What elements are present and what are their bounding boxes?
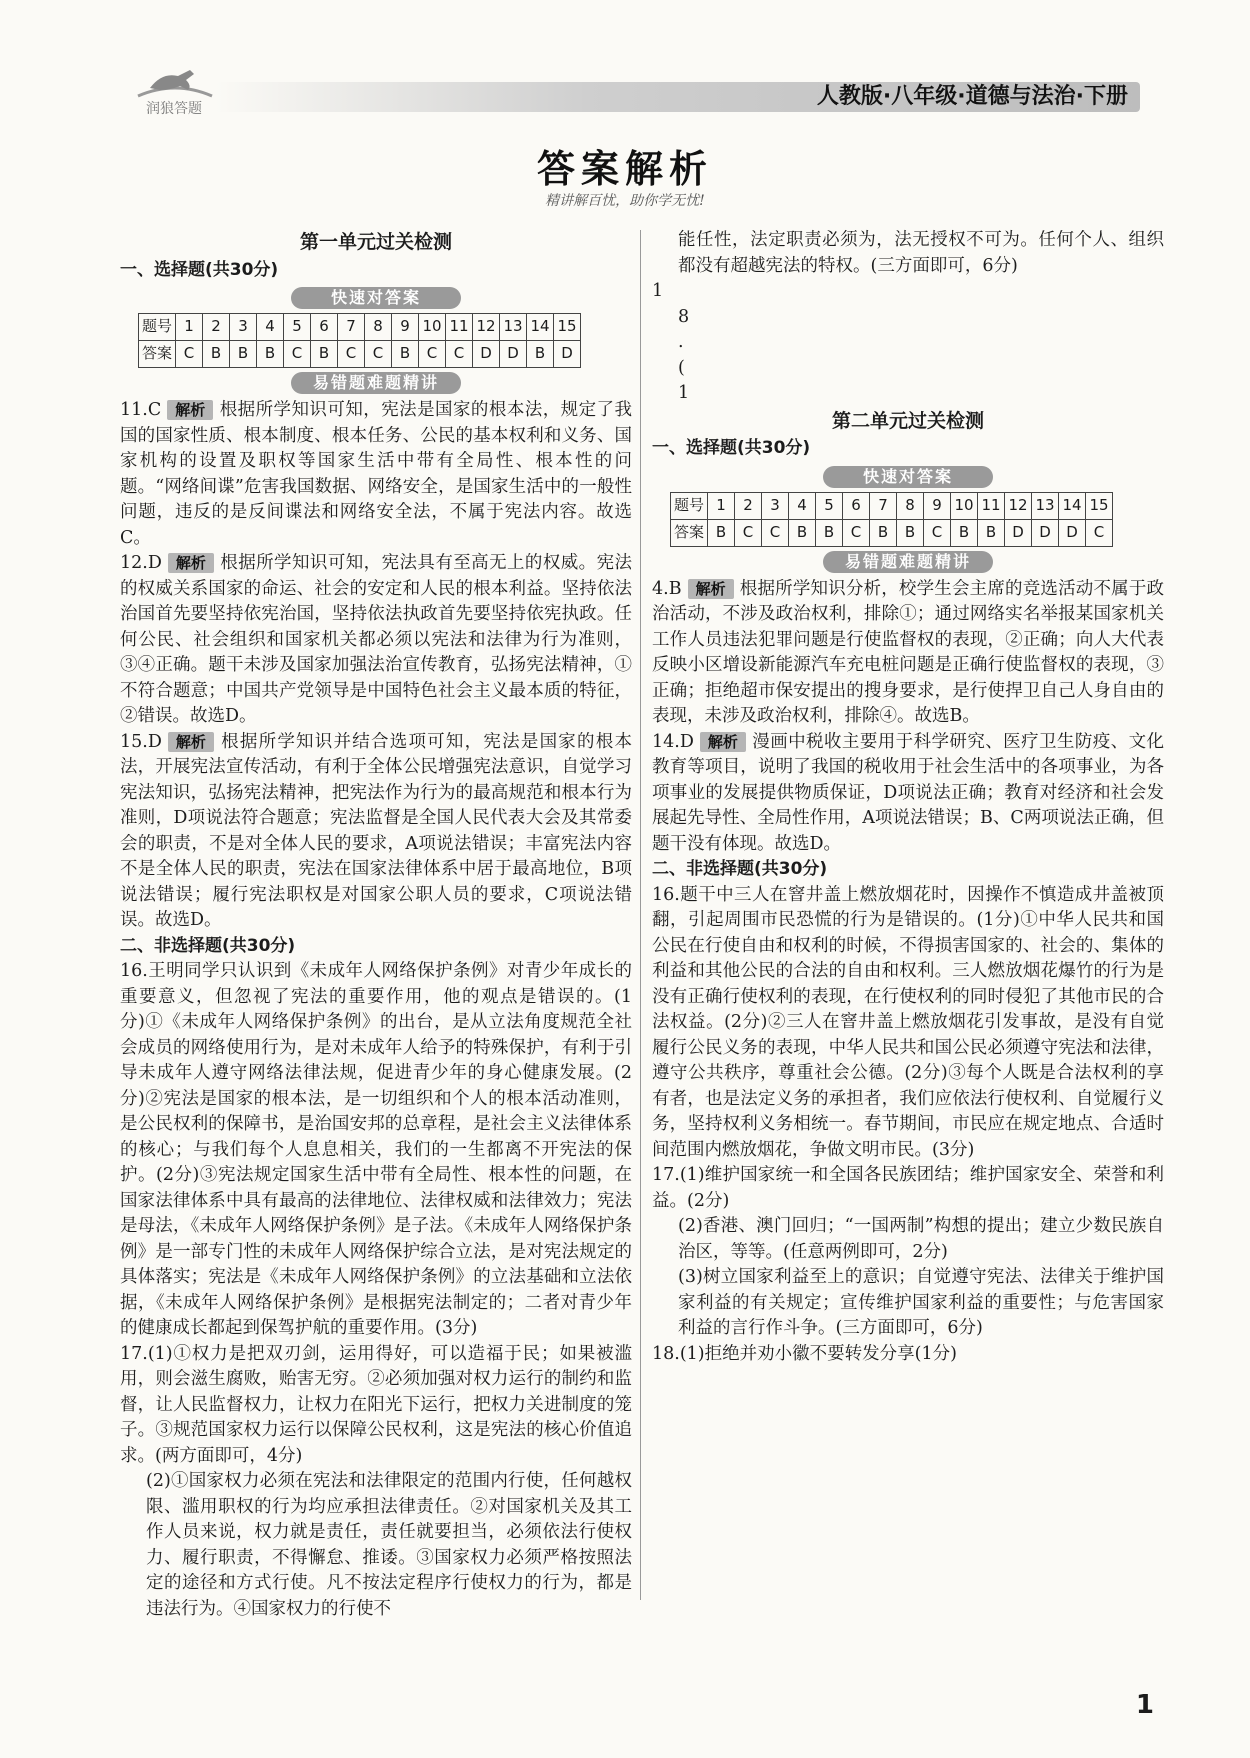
table-cell: 8: [365, 314, 392, 341]
table-cell: 13: [1032, 492, 1059, 519]
table-cell: 4: [257, 314, 284, 341]
answer-item: 1: [678, 383, 690, 403]
table-cell: 7: [338, 314, 365, 341]
right-column: [652, 228, 1164, 1367]
table-cell: C: [176, 341, 203, 368]
table-cell: C: [338, 341, 365, 368]
answer-item: (3)树立国家利益至上的意识；自觉遵守宪法、法律关于维护国家利益的有关规定；宣传维护国家利益的重要性；与危害国家利益的言行作斗争。(三方面即可，6分): [678, 1267, 1164, 1338]
table-cell: C: [365, 341, 392, 368]
table-cell: 5: [284, 314, 311, 341]
table-cell: C: [419, 341, 446, 368]
table-cell: 6: [311, 314, 338, 341]
table-cell: D: [1059, 519, 1086, 546]
answer-table: [670, 492, 1113, 547]
page-number: 1: [1135, 1690, 1154, 1720]
table-cell: C: [924, 519, 951, 546]
answer-item: 16.题干中三人在窨井盖上燃放烟花时，因操作不慎造成井盖被顶翻，引起周围市民恐慌的行为是错误的。(1分)①中华人民共和国公民在行使自由和权利的时候，不得损害国家的、社会的、集体的利益和其他公民的合法的自由和权利。三人燃放烟花爆竹的行为是没有正确行使权利的表现，在行使权利的同时侵犯了其他市民的合法权益。(2分)②三人在窨井盖上燃放烟花引发事故，是没有自觉履行公民义务的表现，中华人民共和国公民必须遵守宪法和法律，遵守公共秩序，尊重社会公德。(2分)③每个人既是合法权利的享有者，也是法定义务的承担者，我们应依法行使权利、自觉履行义务，坚持权利义务相统一。春节期间，市民应在规定地点、合适时间范围内燃放烟花，争做文明市民。(3分): [652, 884, 1164, 1160]
row-label: 答案: [671, 519, 708, 546]
analysis-tag: 解析: [700, 732, 746, 752]
table-cell: D: [500, 341, 527, 368]
table-cell: B: [257, 341, 284, 368]
quick-answer-banner: 快速对答案: [823, 466, 993, 488]
answer-item: (2)①国家权力必须在宪法和法律限定的范围内行使，任何越权限、滥用职权的行为均应承担法律责任。②对国家机关及其工作人员来说，权力就是责任，责任就要担当，必须依法行使权力、履行职责，不得懈怠、推诿。③国家权力必须严格按照法定的途径和方式行使。凡不按法定程序行使权力的行为，都是违法行为。④国家权力的行使不: [146, 1471, 632, 1619]
table-cell: 11: [978, 492, 1005, 519]
table-cell: 8: [897, 492, 924, 519]
table-cell: 15: [554, 314, 581, 341]
row-label: 题号: [671, 492, 708, 519]
table-cell: B: [816, 519, 843, 546]
table-cell: C: [762, 519, 789, 546]
section-heading: 二、非选择题(共30分): [120, 935, 296, 956]
table-cell: 2: [203, 314, 230, 341]
table-cell: D: [1032, 519, 1059, 546]
table-cell: B: [203, 341, 230, 368]
table-cell: 3: [762, 492, 789, 519]
analysis-tag: 解析: [688, 579, 734, 599]
table-cell: 4: [789, 492, 816, 519]
table-cell: 1: [176, 314, 203, 341]
book-title: 人教版·八年级·道德与法治·下册: [816, 84, 1128, 109]
answer-item: .: [678, 332, 684, 352]
table-cell: 12: [473, 314, 500, 341]
table-cell: 9: [924, 492, 951, 519]
table-cell: 14: [1059, 492, 1086, 519]
table-cell: C: [284, 341, 311, 368]
quick-answer-banner: 快速对答案: [291, 287, 461, 309]
table-cell: 12: [1005, 492, 1032, 519]
difficult-questions-banner: 易错题难题精讲: [291, 372, 461, 394]
table-cell: D: [1005, 519, 1032, 546]
table-cell: B: [978, 519, 1005, 546]
table-cell: C: [1086, 519, 1113, 546]
table-cell: 10: [419, 314, 446, 341]
answer-item: 8: [678, 306, 690, 327]
table-cell: C: [446, 341, 473, 368]
table-cell: 2: [735, 492, 762, 519]
logo-text: 润狼答题: [146, 101, 202, 117]
table-cell: 13: [500, 314, 527, 341]
left-column: [120, 228, 632, 1622]
answer-item: 17.(1)维护国家统一和全国各民族团结；维护国家安全、荣誉和利益。(2分): [652, 1165, 1164, 1211]
table-row: [671, 492, 1113, 519]
answer-item: 18.(1)拒绝并劝小徽不要转发分享(1分): [652, 1343, 957, 1364]
table-row: [139, 341, 581, 368]
row-label: 题号: [139, 314, 176, 341]
answer-item: 12.D 解析 根据所学知识可知，宪法具有至高无上的权威。宪法的权威关系国家的命运、社会的安定和人民的根本利益。坚持依法治国首先要坚持依宪治国，坚持依法执政首先要坚持依宪执政。任何公民、社会组织和国家机关都必须以宪法和法律为行为准则，③④正确。题干未涉及国家加强法治宣传教育，弘扬宪法精神，①不符合题意；中国共产党领导是中国特色社会主义最本质的特征，②错误。故选D。: [120, 553, 632, 726]
table-cell: D: [473, 341, 500, 368]
answer-table: [138, 313, 581, 368]
table-cell: D: [554, 341, 581, 368]
answer-item: (: [678, 357, 685, 378]
unit-title: 第二单元过关检测: [831, 409, 984, 432]
table-cell: B: [527, 341, 554, 368]
table-cell: B: [392, 341, 419, 368]
answer-item: 16.王明同学只认识到《未成年人网络保护条例》对青少年成长的重要意义，但忽视了宪法的重要作用，他的观点是错误的。(1分)①《未成年人网络保护条例》的出台，是从立法角度规范全社会成员的网络使用行为，是对未成年人给予的特殊保护，有利于引导未成年人遵守网络法律法规，促进青少年的身心健康发展。(2分)②宪法是国家的根本法，是一切组织和个人的根本活动准则，是公民权利的保障书，是治国安邦的总章程，是社会主义法律体系的核心；与我们每个人息息相关，我们的一生都离不开宪法的保护。(2分)③宪法规定国家生活中带有全局性、根本性的问题，在国家法律体系中具有最高的法律地位、法律权威和法律效力；宪法是母法，《未成年人网络保护条例》是子法。《未成年人网络保护条例》是一部专门性的未成年人网络保护综合立法，是对宪法规定的具体落实；宪法是《未成年人网络保护条例》的立法基础和立法依据，《未成年人网络保护条例》是根据宪法制定的；二者对青少年的健康成长都起到保驾护航的重要作用。(3分): [120, 961, 632, 1338]
table-cell: B: [897, 519, 924, 546]
answer-item: (2)香港、澳门回归；“一国两制”构想的提出；建立少数民族自治区，等等。(任意两例即可，2分): [678, 1216, 1164, 1262]
section-heading: 一、选择题(共30分): [120, 259, 279, 280]
table-cell: B: [311, 341, 338, 368]
table-cell: 11: [446, 314, 473, 341]
section-heading: 一、选择题(共30分): [652, 438, 811, 458]
unit-title: 第一单元过关检测: [299, 231, 452, 253]
table-cell: 6: [843, 492, 870, 519]
table-cell: B: [708, 519, 735, 546]
answer-item: 1: [652, 281, 664, 301]
table-row: [139, 314, 581, 341]
answer-item: 11.C 解析 根据所学知识可知，宪法是国家的根本法，规定了我国的国家性质、根本制度、根本任务、公民的基本权利和义务、国家机构的设置及职权等国家生活中带有全局性、根本性的问题。“网络间谍”危害我国数据、网络安全，是国家生活中的一般性问题，违反的是反间谍法和网络安全法，不属于宪法内容。故选C。: [120, 400, 632, 548]
table-cell: 3: [230, 314, 257, 341]
table-row: [671, 519, 1113, 546]
table-cell: B: [789, 519, 816, 546]
table-cell: 7: [870, 492, 897, 519]
section-heading: 二、非选择题(共30分): [652, 859, 828, 879]
table-cell: 10: [951, 492, 978, 519]
page-subtitle: 精讲解百忧，助你学无忧!: [545, 193, 705, 209]
difficult-questions-banner: 易错题难题精讲: [823, 551, 993, 573]
table-cell: B: [230, 341, 257, 368]
table-cell: 5: [816, 492, 843, 519]
answer-item: 15.D 解析 根据所学知识并结合选项可知，宪法是国家的根本法，开展宪法宣传活动，有利于全体公民增强宪法意识，自觉学习宪法知识，弘扬宪法精神，把宪法作为行为的最高规范和根本行为准则，D项说法符合题意；宪法监督是全国人民代表大会及其常委会的职责，不是对全体人民的要求，A项说法错误；丰富宪法内容不是全体人民的职责，宪法在国家法律体系中居于最高地位，B项说法错误；履行宪法职权是对国家公职人员的要求，C项说法错误。故选D。: [120, 731, 632, 930]
answer-item: 4.B 解析 根据所学知识分析，校学生会主席的竞选活动不属于政治活动，不涉及政治权利，排除①；通过网络实名举报某国家机关工作人员违法犯罪问题是行使监督权的表现，②正确；向人大代表反映小区增设新能源汽车充电桩问题是正确行使监督权的表现，③正确；拒绝超市保安提出的搜身要求，是行使捍卫自己人身自由的表现，未涉及政治权利，排除④。故选B。: [652, 578, 1164, 726]
table-cell: 14: [527, 314, 554, 341]
table-cell: 1: [708, 492, 735, 519]
table-cell: C: [843, 519, 870, 546]
table-cell: 15: [1086, 492, 1113, 519]
table-cell: B: [951, 519, 978, 546]
answer-item: 能任性，法定职责必须为，法无授权不可为。任何个人、组织都没有超越宪法的特权。(三方面即可，6分): [678, 230, 1164, 276]
analysis-tag: 解析: [167, 400, 213, 420]
header-bar: [215, 82, 1140, 112]
answer-item: 14.D 解析 漫画中税收主要用于科学研究、医疗卫生防疫、文化教育等项目，说明了我国的税收用于社会生活中的各项事业，为各项事业的发展提供物质保证，D项说法正确；教育对经济和社会发展起先导性、全局性作用，A项说法错误；B、C两项说法正确，但题干没有体现。故选D。: [652, 731, 1164, 854]
analysis-tag: 解析: [168, 732, 214, 752]
table-cell: 9: [392, 314, 419, 341]
page-header: [130, 60, 1160, 120]
analysis-tag: 解析: [168, 553, 214, 573]
answer-item: 17.(1)①权力是把双刃剑，运用得好，可以造福于民；如果被滥用，则会滋生腐败，贻害无穷。②必须加强对权力运行的制约和监督，让人民监督权力，让权力在阳光下运行，把权力关进制度的笼子。③规范国家权力运行以保障公民权利，这是宪法的核心价值追求。(两方面即可，4分): [120, 1343, 632, 1466]
column-divider: [640, 230, 641, 1600]
table-cell: C: [735, 519, 762, 546]
table-cell: B: [870, 519, 897, 546]
page-title: 答案解析: [536, 146, 713, 191]
row-label: 答案: [139, 341, 176, 368]
